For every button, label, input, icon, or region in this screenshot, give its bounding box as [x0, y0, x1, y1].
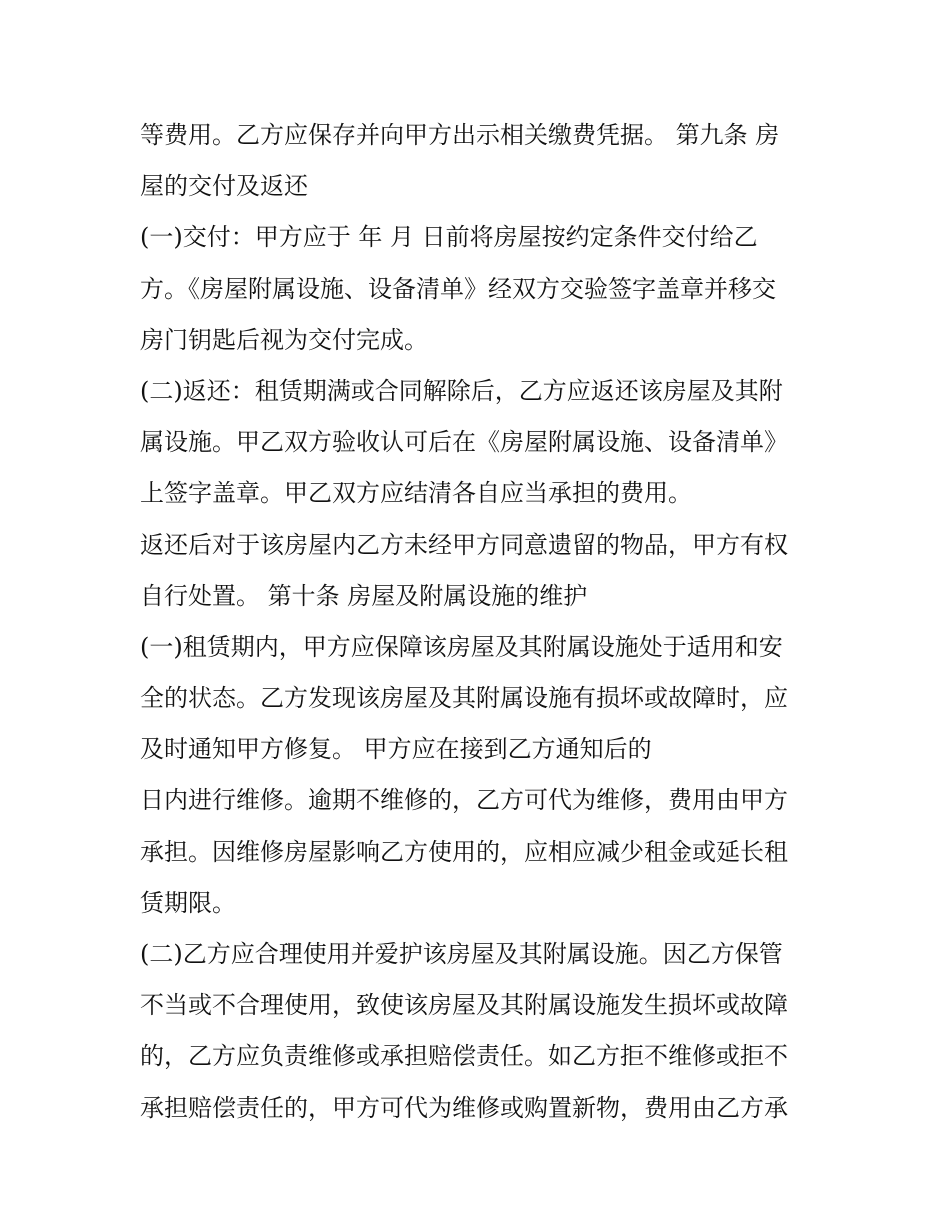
- text-line: (二)返还：租赁期满或合同解除后，乙方应返还该房屋及其附: [140, 376, 783, 405]
- text-line: 承担。因维修房屋影响乙方使用的，应相应减少租金或延长租: [140, 837, 788, 866]
- text-line: 方。《房屋附属设施、设备清单》经双方交验签字盖章并移交: [140, 274, 776, 303]
- text-line: 承担赔偿责任的，甲方可代为维修或购置新物，费用由乙方承: [140, 1093, 788, 1122]
- text-line: 房门钥匙后视为交付完成。: [140, 325, 428, 354]
- text-line: 属设施。甲乙双方验收认可后在《房屋附属设施、设备清单》: [140, 428, 788, 457]
- text-line: 不当或不合理使用，致使该房屋及其附属设施发生损坏或故障: [140, 991, 788, 1020]
- text-line: (一)交付：甲方应于 年 月 日前将房屋按约定条件交付给乙: [140, 223, 758, 252]
- text-line: 赁期限。: [140, 888, 236, 917]
- text-line: 自行处置。 第十条 房屋及附属设施的维护: [140, 581, 588, 610]
- text-line: (一)租赁期内，甲方应保障该房屋及其附属设施处于适用和安: [140, 632, 783, 661]
- text-line: 等费用。乙方应保存并向甲方出示相关缴费凭据。 第九条 房: [140, 121, 780, 149]
- text-line: 屋的交付及返还: [140, 172, 308, 201]
- text-line: 及时通知甲方修复。 甲方应在接到乙方通知后的: [140, 735, 652, 764]
- text-line: 的，乙方应负责维修或承担赔偿责任。如乙方拒不维修或拒不: [140, 1042, 788, 1071]
- text-line: 返还后对于该房屋内乙方未经甲方同意遗留的物品，甲方有权: [140, 530, 788, 559]
- text-line: 上签字盖章。甲乙双方应结清各自应当承担的费用。: [140, 479, 692, 508]
- document-body: [140, 110, 820, 1134]
- text-line: 日内进行维修。逾期不维修的，乙方可代为维修，费用由甲方: [140, 786, 788, 815]
- text-line: (二)乙方应合理使用并爱护该房屋及其附属设施。因乙方保管: [140, 940, 783, 968]
- text-line: 全的状态。乙方发现该房屋及其附属设施有损坏或故障时，应: [140, 684, 788, 713]
